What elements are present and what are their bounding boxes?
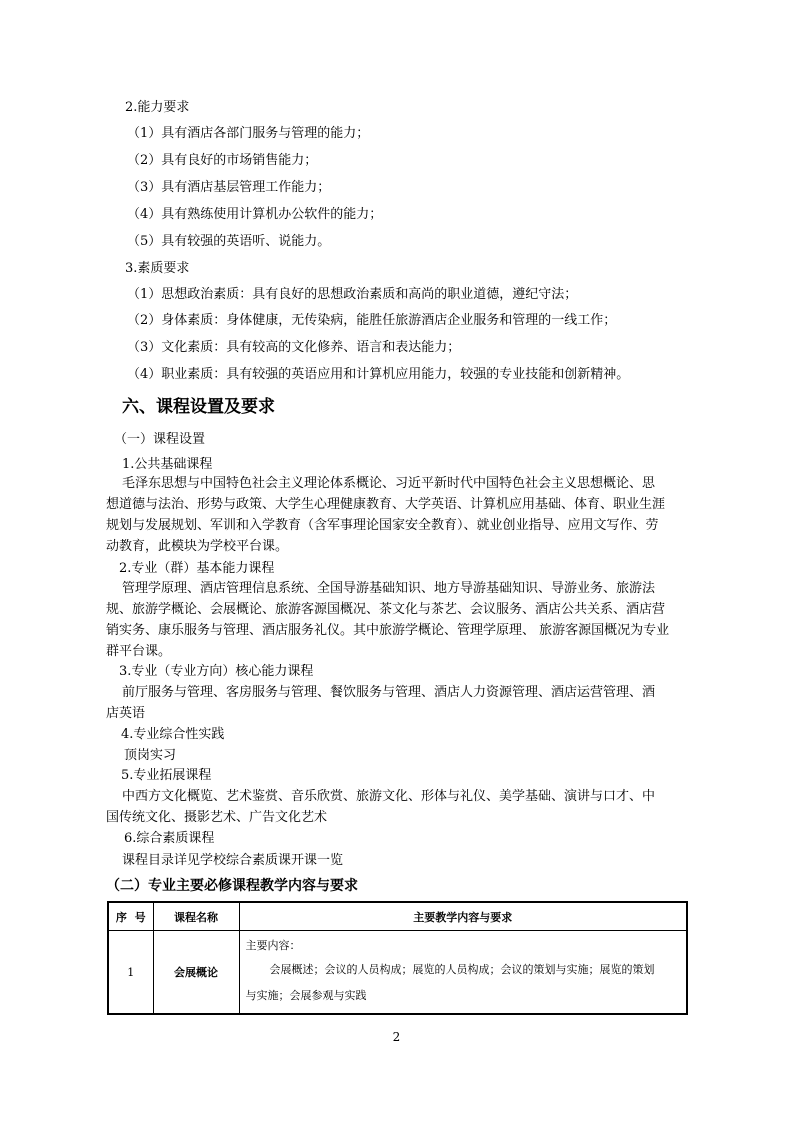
quality-item-4: （4）职业素质：具有较强的英语应用和计算机应用能力，较强的专业技能和创新精神。 (127, 367, 630, 382)
subsection-heading-2: （二）专业主要必修课程教学内容与要求 (106, 878, 358, 894)
header-number: 序 号 (108, 902, 153, 931)
course-table (107, 901, 688, 1015)
ability-item-5: （5）具有较强的英语听、说能力。 (127, 234, 331, 249)
public-course-line-3: 规划与发展规划、军训和入学教育（含军事理论国家安全教育）、就业创业指导、应用文写作、劳 (106, 518, 659, 533)
subsection-heading-1: （一）课程设置 (114, 432, 206, 447)
public-course-line-2: 想道德与法治、形势与政策、大学生心理健康教育、大学英语、计算机应用基础、体育、职业生涯 (106, 497, 666, 512)
ability-item-3: （3）具有酒店基层管理工作能力； (127, 180, 331, 195)
row-content-line-2: 与实施；会展参观与实践 (245, 989, 367, 1002)
table-row (108, 931, 687, 1015)
header-course-name: 课程名称 (153, 902, 239, 931)
basic-course-line-1: 管理学原理、酒店管理信息系统、全国导游基础知识、地方导游基础知识、导游业务、旅游法 (122, 581, 656, 596)
page-number: 2 (392, 1030, 401, 1044)
public-course-heading: 1.公共基础课程 (122, 457, 213, 472)
row-number: 1 (108, 931, 153, 1015)
extend-course-heading: 5.专业拓展课程 (121, 768, 212, 783)
core-course-line-1: 前厅服务与管理、客房服务与管理、餐饮服务与管理、酒店人力资源管理、酒店运营管理、酒 (122, 685, 656, 700)
quality-item-3: （3）文化素质：具有较高的文化修养、语言和表达能力； (127, 340, 461, 355)
general-course-line-1: 课程目录详见学校综合素质课开课一览 (122, 853, 344, 868)
public-course-line-4: 动教育，此模块为学校平台课。 (106, 539, 289, 554)
row-course-name: 会展概论 (153, 931, 239, 1015)
basic-course-line-3: 销实务、康乐服务与管理、酒店服务礼仪。其中旅游学概论、管理学原理、 旅游客源国概况为专业 (106, 623, 670, 638)
ability-heading: 2.能力要求 (125, 100, 190, 115)
header-content: 主要教学内容与要求 (239, 902, 687, 931)
row-content (239, 931, 687, 1015)
ability-item-2: （2）具有良好的市场销售能力； (127, 153, 318, 168)
public-course-line-1: 毛泽东思想与中国特色社会主义理论体系概论、习近平新时代中国特色社会主义思想概论、思 (122, 476, 656, 491)
table-header-row (108, 902, 687, 931)
practice-line-1: 顶岗实习 (124, 748, 177, 763)
practice-heading: 4.专业综合性实践 (121, 727, 225, 742)
core-course-heading: 3.专业（专业方向）核心能力课程 (119, 664, 314, 679)
extend-course-line-2: 国传统文化、摄影艺术、广告文化艺术 (106, 810, 328, 825)
basic-course-line-2: 规、旅游学概论、会展概论、旅游客源国概况、茶文化与茶艺、会议服务、酒店公共关系、酒店营 (106, 602, 666, 617)
quality-heading: 3.素质要求 (125, 261, 190, 276)
section-title: 六、课程设置及要求 (122, 397, 275, 417)
row-content-label: 主要内容： (245, 939, 301, 952)
core-course-line-2: 店英语 (106, 706, 146, 721)
basic-course-line-4: 群平台课。 (106, 644, 172, 659)
ability-item-4: （4）具有熟练使用计算机办公软件的能力； (127, 207, 383, 222)
quality-item-1: （1）思想政治素质：具有良好的思想政治素质和高尚的职业道德，遵纪守法； (127, 287, 578, 302)
general-course-heading: 6.综合素质课程 (124, 831, 215, 846)
extend-course-line-1: 中西方文化概览、艺术鉴赏、音乐欣赏、旅游文化、形体与礼仪、美学基础、演讲与口才、中 (122, 789, 656, 804)
row-content-line-1: 会展概述；会议的人员构成；展览的人员构成；会议的策划与实施；展览的策划 (269, 963, 655, 976)
basic-course-heading: 2.专业（群）基本能力课程 (119, 561, 275, 576)
ability-item-1: （1）具有酒店各部门服务与管理的能力； (127, 126, 370, 141)
quality-item-2: （2）身体素质：身体健康，无传染病，能胜任旅游酒店企业服务和管理的一线工作； (127, 313, 617, 328)
